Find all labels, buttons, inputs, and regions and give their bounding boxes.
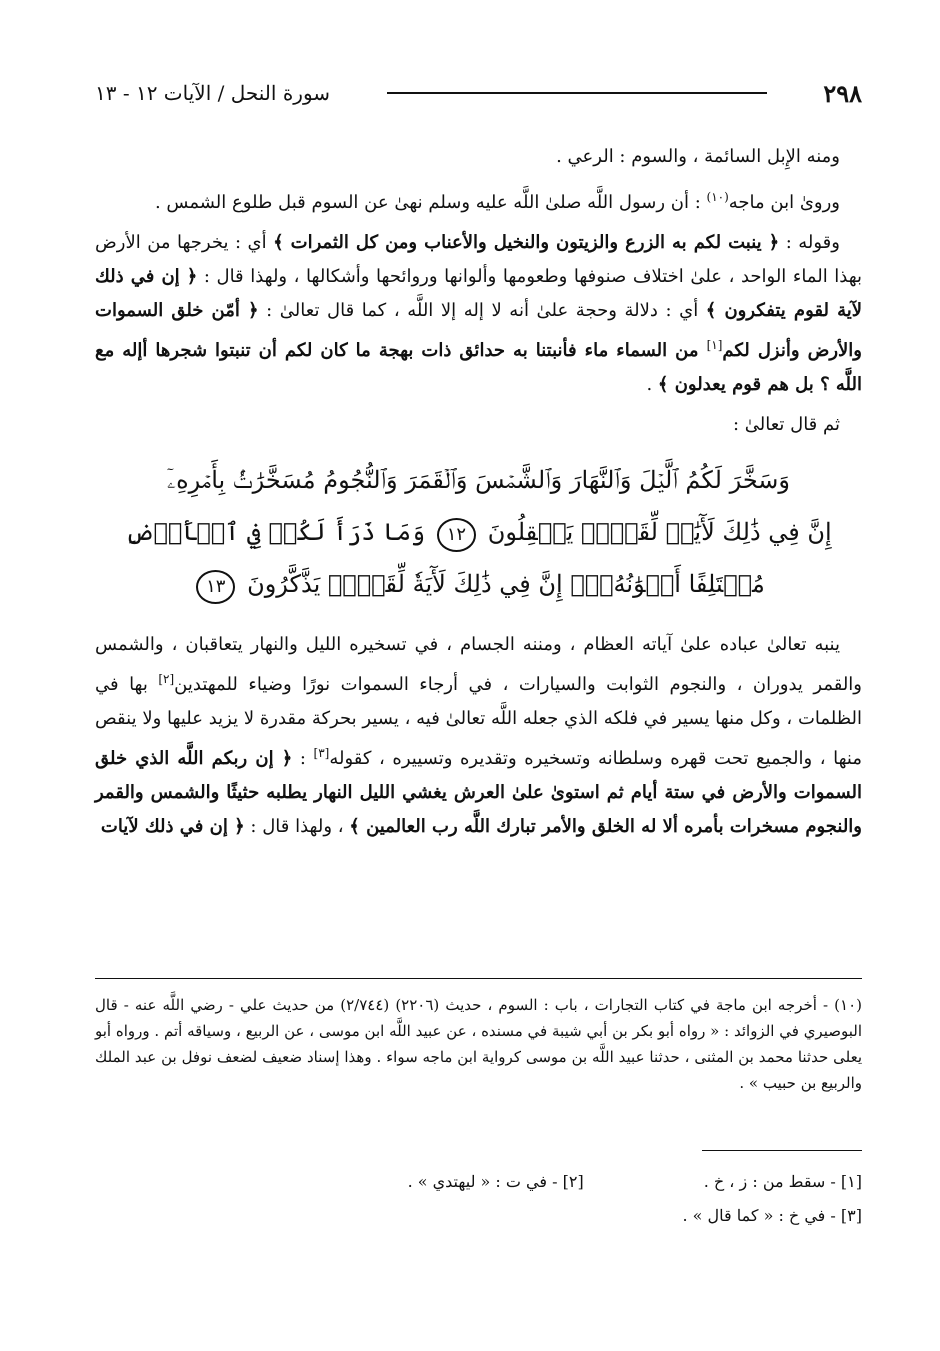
paragraph-1: ومنه الإِبل السائمة ، والسوم : الرعي .: [556, 146, 840, 167]
quran-quote: ﴿ إن في ذلك لآية لقوم يتفكرون ﴾: [95, 266, 863, 321]
text-run: .: [646, 374, 658, 395]
footnote: [95, 992, 862, 1096]
note-1: [١] - سقط من : ز ، خ .: [703, 1172, 862, 1191]
note-2: [٢] - في ت : « ليهتدي » .: [407, 1172, 584, 1191]
quran-quote: ﴿ إن ربكم اللَّه الذي خلق السموات والأرض في ستة أيام ثم استوىٰ علىٰ العرش يغشي الليل النهار يطلبه حثيثًا والشمس والقمر والنجوم مسخرات بأمره ألا له الخلق والأمر تبارك اللَّه رب العالمين ﴾: [95, 748, 862, 837]
page-number: ٢٩٨: [823, 78, 862, 108]
note-3: [٣] - في خ : « كما قال » .: [682, 1206, 862, 1225]
text-run: وروىٰ ابن ماجه: [728, 192, 840, 213]
text-run: وقوله :: [779, 232, 840, 253]
paragraph-5: [95, 628, 862, 844]
quran-quote: ﴿ ينبت لكم به الزرع والزيتون والنخيل والأعناب ومن كل الثمرات ﴾: [273, 232, 780, 253]
notes-row: [95, 1165, 862, 1199]
paragraph-2: [95, 180, 862, 220]
verse-line: [95, 558, 862, 610]
verse-line: وَسَخَّرَ لَكُمُ ٱلَّيۡلَ وَٱلنَّهَارَ وَٱلشَّمۡسَ وَٱلۡقَمَرَ وَٱلنُّجُومُ مُسَخَّرَٰتُۢ بِأَمۡرِهِۦٓ: [166, 466, 791, 494]
note-ref-1: [١]: [706, 338, 723, 352]
text-run: أي : يخرجها من الأرض بهذا الماء الواحد ، علىٰ اختلاف صنوفها وطعومها وألوانها وروائحها وأشكالها ، ولهذا قال :: [95, 232, 862, 287]
notes-row: [95, 1199, 862, 1233]
verse-text: وَمَا ذَرَأَ لَكُمۡ فِي ٱلۡأَرۡضِ: [125, 518, 426, 546]
main-text: [95, 140, 862, 850]
footnote-ref-10: (١٠): [706, 190, 729, 204]
footnote-10: (١٠) - أخرجه ابن ماجة في كتاب التجارات ، باب : السوم ، حديث (٢٢٠٦) (٢/٧٤٤) من حديث علي - رضي اللَّه عنه - قال البوصيري في الزوائد : « رواه أبو بكر بن أبي شيبة في مسنده ، عن عبيد اللَّه ابن موسى ، عن الربيع ، وسياقه أتم . ورواه أبو يعلى حدثنا محمد بن المثنى ، حدثنا عبيد اللَّه بن موسى كرواية ابن ماجه سواء . وهذا إسناد ضعيف لضعف نوفل بن عبد الملك والربيع بن حبيب » .: [95, 996, 862, 1092]
text-run: : أن رسول اللَّه صلىٰ اللَّه عليه وسلم نهىٰ عن السوم قبل طلوع الشمس .: [154, 192, 707, 213]
quran-quote: ﴿ أمّن خلق السموات والأرض وأنزل لكم: [95, 300, 862, 361]
verse-text: إِنَّ فِي ذَٰلِكَ لَأٓيَٰتٖ لِّقَوۡمٖ يَعۡقِلُونَ: [487, 518, 832, 546]
text-run: بها في الظلمات ، وكل منها يسير في فلكه الذي جعله اللَّه تعالىٰ فيه ، يسير بحركة مقدرة لا يزيد عليها ولا ينقص منها ، والجميع تحت قهره وسلطانه وتسخيره وتقديره وتسييره ، كقوله: [95, 674, 863, 769]
ayah-number-marker: ١٣: [196, 570, 235, 604]
text-run: ، ولهذا قال :: [244, 816, 350, 837]
quran-quote: من السماء ماء فأنبتنا به حدائق ذات بهجة ما كان لكم أن تنبتوا شجرها أإله مع اللَّه ؟ بل هم قوم يعدلون ﴾: [95, 340, 862, 395]
running-title: سورة النحل / الآيات ١٢ - ١٣: [95, 81, 331, 105]
text-run: ينبه تعالىٰ عباده علىٰ آياته العظام ، ومننه الجسام ، في تسخيره الليل والنهار يتعاقبان ، والشمس والقمر يدوران ، والنجوم الثوابت والسيارات ، في أرجاء السموات نورًا وضياء للمهتدين: [95, 634, 863, 695]
notes-divider: [702, 1150, 862, 1151]
quran-quote: ﴿ إن في ذلك لآيات: [100, 816, 245, 837]
verse-line: [95, 506, 862, 558]
text-run: :: [292, 748, 314, 769]
ayah-number-marker: ١٢: [437, 518, 476, 552]
paragraph-4: ثم قال تعالىٰ :: [732, 414, 840, 435]
verse-text: مُخۡتَلِفًا أَلۡوَٰنُهُۥٓۚ إِنَّ فِي ذَٰلِكَ لَأٓيَةٗ لِّقَوۡمٖ يَذَّكَّرُونَ: [247, 570, 765, 598]
paragraph-3: [95, 226, 862, 402]
footnote-divider: [95, 978, 862, 979]
header-rule: [387, 92, 767, 94]
text-run: أي : دلالة وحجة علىٰ أنه لا إله إلا اللَّه ، كما قال تعالىٰ :: [258, 300, 706, 321]
note-ref-2: [٢]: [158, 672, 175, 686]
note-ref-3: [٣]: [313, 746, 330, 760]
editorial-notes: [95, 1165, 862, 1233]
quran-verse-block: [95, 454, 862, 610]
page-header: [95, 78, 862, 108]
